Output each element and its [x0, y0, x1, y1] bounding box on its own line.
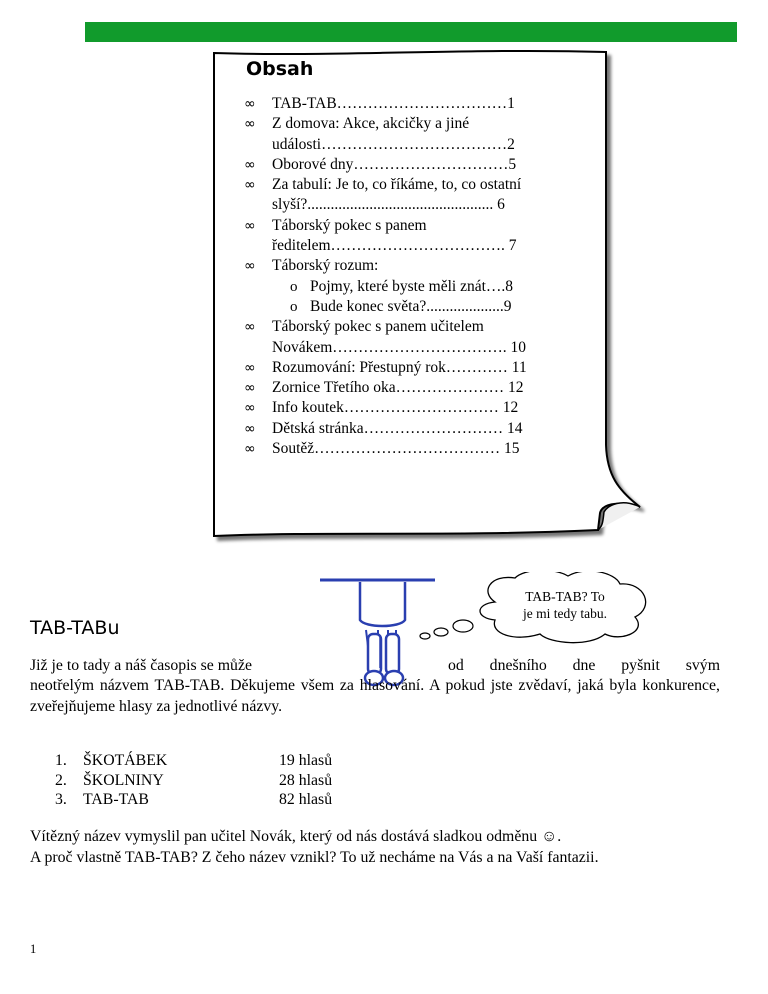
vote-name: ŠKOLNINY: [83, 771, 164, 789]
toc-item: [244, 358, 594, 378]
toc-item: [244, 94, 594, 114]
toc-item: [244, 256, 594, 276]
toc-item: [244, 419, 594, 439]
vote-rank: 2.: [55, 771, 67, 789]
toc-item: [244, 398, 594, 418]
toc-item-text: Zornice Třetího oka………………… 12: [272, 379, 524, 397]
vote-name: ŠKOTÁBEK: [83, 752, 168, 769]
toc-list: [244, 94, 594, 459]
article-heading: TAB-TABu: [30, 617, 120, 639]
thought-bubble-text: [500, 588, 630, 622]
bullet-icon: ∞: [244, 420, 256, 437]
toc-item: [244, 378, 594, 398]
vote-rank: 1.: [55, 752, 67, 769]
vote-result-item: [55, 751, 375, 771]
bubble-line-2: je mi tedy tabu.: [523, 606, 607, 621]
page-number: 1: [30, 942, 37, 956]
toc-item: [244, 439, 594, 459]
bullet-icon: ∞: [244, 319, 256, 336]
bullet-icon: ∞: [244, 359, 256, 376]
toc-item-text: Bude konec světa?....................9: [310, 297, 512, 315]
toc-item-text: Info koutek………………………… 12: [272, 399, 519, 417]
vote-results-list: [55, 751, 375, 810]
vote-count: 28 hlasů: [279, 771, 333, 789]
paragraph-intro-start: Již je to tady a náš časopis se může: [30, 657, 252, 674]
toc-subitem: [244, 297, 594, 317]
toc-item-text: Pojmy, které byste měli znát….8: [310, 277, 514, 295]
bullet-icon: ∞: [244, 96, 256, 112]
vote-count: 19 hlasů: [279, 752, 333, 769]
toc-item-text: Táborský pokec s panem ředitelem……………………………. 7: [272, 216, 517, 255]
toc-subitem: [244, 277, 594, 297]
bullet-icon: ∞: [244, 217, 256, 234]
bullet-icon: ∞: [244, 380, 256, 397]
toc-item-text: Za tabulí: Je to, co říkáme, to, co ostatní slyší?................................................ 6: [272, 176, 522, 214]
bullet-icon: ∞: [244, 177, 256, 194]
toc-item: [244, 114, 594, 155]
bullet-icon: o: [290, 278, 298, 295]
toc-item-text: Táborský pokec s panem učitelem Novákem……………………………. 10: [272, 318, 527, 356]
bullet-icon: ∞: [244, 441, 256, 458]
conclusion-line-1: Vítězný název vymyslil pan učitel Novák, který od nás dostává sladkou odměnu ☺.: [30, 828, 562, 845]
bullet-icon: ∞: [244, 116, 256, 133]
toc-item-text: Oborové dny…………………………5: [272, 155, 517, 173]
bullet-icon: ∞: [244, 258, 256, 275]
toc-item-text: Soutěž……………………………… 15: [272, 440, 520, 458]
toc-item-text: Táborský rozum:: [272, 257, 379, 275]
toc-item: [244, 216, 594, 257]
toc-item-text: Rozumování: Přestupný rok………… 11: [272, 358, 527, 376]
toc-item: [244, 317, 594, 358]
paragraph-intro-mid: od dnešního dne pyšnit svým: [448, 657, 720, 674]
vote-count: 82 hlasů: [279, 791, 333, 808]
toc-item-text: TAB-TAB……………………………1: [272, 95, 515, 112]
toc-title: Obsah: [246, 58, 314, 80]
paragraph-conclusion: [30, 826, 720, 868]
conclusion-line-2: A proč vlastně TAB-TAB? Z čeho název vznikl? To už necháme na Vás a na Vaší fantazii.: [30, 849, 599, 866]
toc-item: [244, 155, 594, 175]
vote-name: TAB-TAB: [83, 791, 149, 808]
paragraph-intro-rest: neotřelým názvem TAB-TAB. Děkujeme všem za hlasování. A pokud jste zvědaví, jaká byla konkurence, zveřejňujeme hlasy za jednotlivé názvy.: [30, 677, 720, 715]
bubble-line-1: TAB-TAB? To: [525, 589, 605, 604]
bullet-icon: ∞: [244, 156, 256, 173]
toc-item-text: Dětská stránka……………………… 14: [272, 419, 523, 437]
toc-item-text: Z domova: Akce, akcičky a jiné události………………………………2: [272, 115, 515, 153]
toc-item: [244, 175, 594, 216]
bullet-icon: o: [290, 298, 298, 315]
vote-result-item: [55, 771, 375, 791]
vote-rank: 3.: [55, 791, 67, 808]
bullet-icon: ∞: [244, 400, 256, 417]
vote-result-item: [55, 790, 375, 810]
